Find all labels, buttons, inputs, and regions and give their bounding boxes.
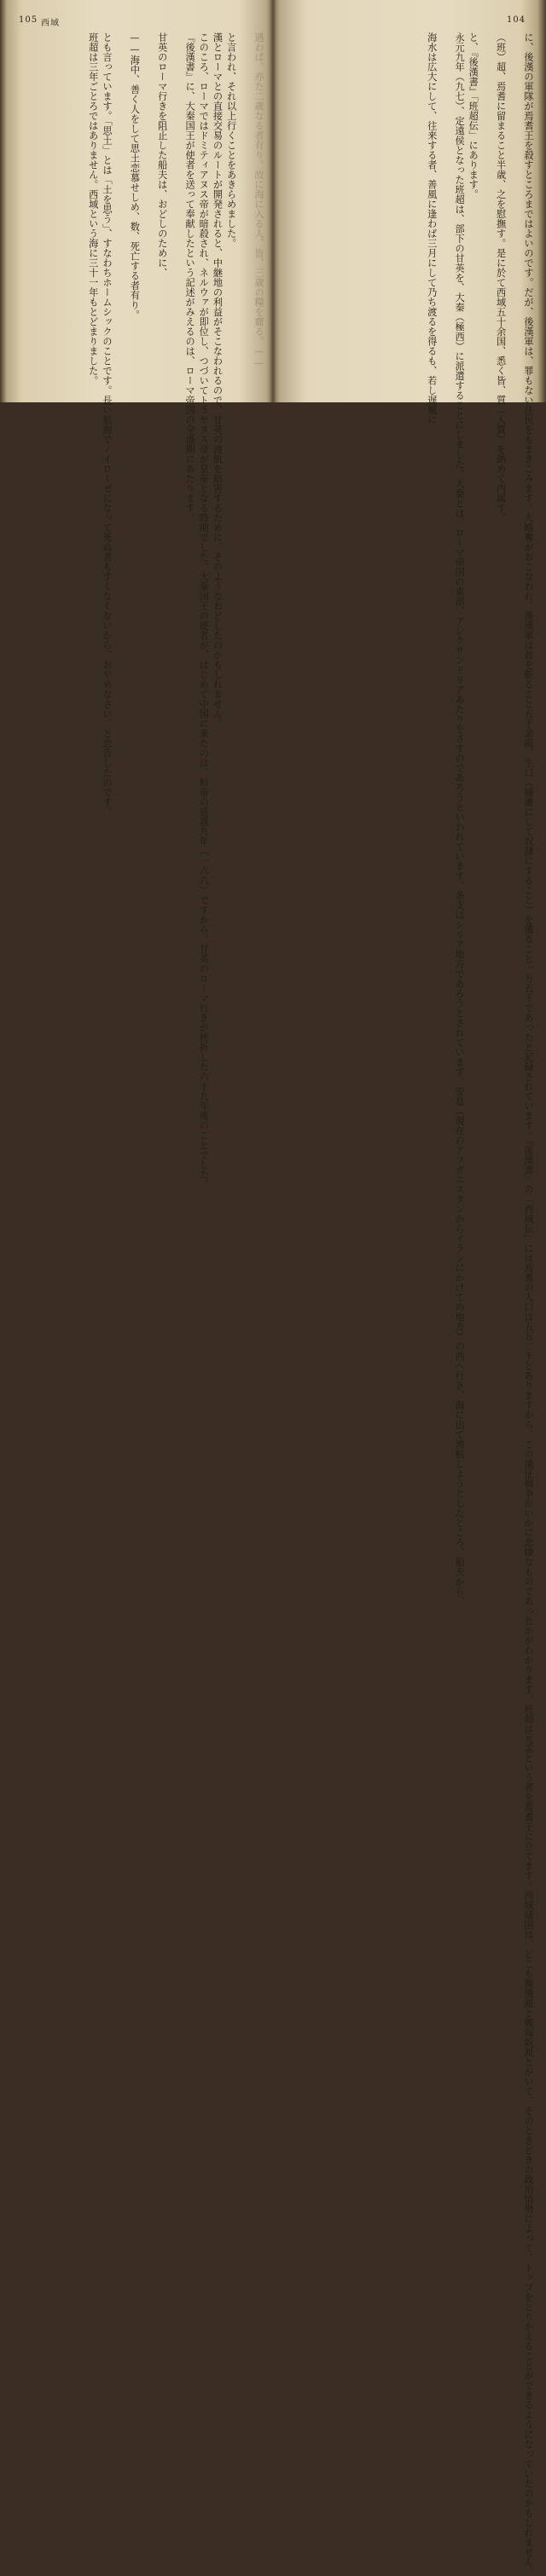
right-line: （班）超、焉耆に留まること半歳、之を慰撫す。是に於て西域五十余国、悉く皆、質（人質）を納めて内属す。	[495, 32, 507, 523]
right-line: 海水は広大にして、往来する者、善風に逢わば三月にして乃ち渡るを得るも、若し遅風に	[426, 32, 438, 425]
left-line: このころ、ローマではドミティアヌス帝が暗殺され、ネルウァが即位し、つづいてトラヤヌス帝が皇帝となる時期でした。大秦国王の使者が、はじめて中国に来たのは、桓帝の延熹九年（一六六）ですから、甘英のローマ行きが挫折した六十九年後のことでした。	[198, 32, 210, 1189]
right-line: と、『後漢書』「班超伝」にあります。	[468, 32, 479, 199]
left-running-head: 西域	[41, 19, 60, 28]
left-line: 班超は三年ごとろではありません。西域という海に三十一年もとどまりました。	[87, 32, 99, 385]
book-spine	[270, 0, 276, 402]
right-line: 永元九年（九七）、定遠侯となった班超は、部下の甘英を、大秦（極西）に派遣することにしました。大秦とは、ローマ帝国の東部、アレクサンドリアあたりをさすのであろうといわれています。条支はシリア地方であろうとされています。安息（現在のアフガニスタンからイランにかけての地方）の西へ行き、海に出て渡航しようとしたところ、船夫から、	[454, 32, 466, 1606]
left-line: とも言っています。「思土」とは「土を思う」、すなわちホームシックのことです。長い航海でノイローゼになって死ぬ者もすくなくないから、おやめなさい、と忠告したのです。	[101, 32, 113, 817]
left-line: 『後漢書』に、大秦国王が使者を送って奉献したという記述がみえるのは、ローマ帝国の全盛期にあたります。	[184, 32, 196, 523]
left-line: 甘英のローマ行きを阻止した船夫は、おどしのために、	[156, 32, 168, 278]
left-page-text	[15, 32, 264, 1189]
right-page-text	[285, 32, 534, 2576]
left-line: 漢とローマとの直接交易のルートが開発されると、中継地の利益がそこなわれるので、甘英の渡航を妨害するために、そのようなおどしたのかもしれません。	[212, 32, 224, 729]
right-page-number: 104	[507, 15, 526, 25]
left-page-number: 105	[19, 15, 38, 25]
left-line: と言われ、それ以上行くことをあきらめました。	[225, 32, 237, 248]
right-line: に、後漢の軍隊が焉耆王を殺すところまではよいのです。だが、後漢軍は、罪もない住民をもまきこみます。大略奪がおこなわれ、後漢軍は首を斬ること五千余級、生口（捕虜にして奴隷にすること）を獲ること一万五千であったと記録されています。『後漢書』の「西域伝」には焉耆の人口は五万二千とありますから、この遠征戦争がいかに悲惨なものであったかがわかります。班超は元孟という者を焉耆王に立てます。西域諸国は、どこも親漢派と親匈奴派とがいて、そのときどきの政治情勢によって、トップをとりかえることができるようになっていたのかもしれません。	[523, 32, 534, 2576]
left-faint-line: 遇わば、亦た二歳なる者有り。故に海に入る人、皆、三歳の糧を齎る。——	[253, 32, 264, 369]
left-line: ——海中、善く人をして思土恋慕せしめ、数、死亡する者有り。	[129, 32, 141, 321]
